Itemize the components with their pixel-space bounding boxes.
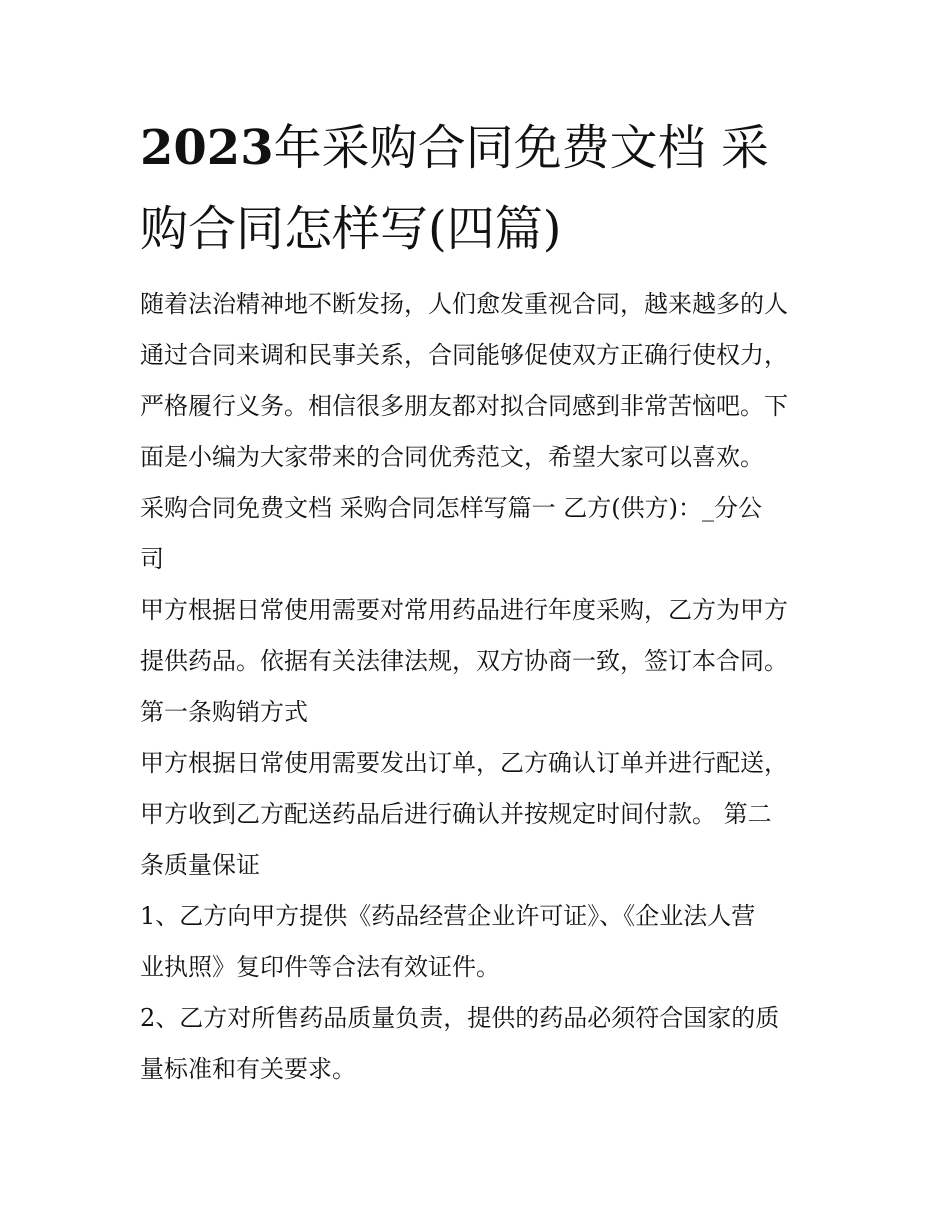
body-line: 1、乙方向甲方提供《药品经营企业许可证》、《企业法人营 [140,902,756,930]
body-line: 司 [140,545,164,573]
body-line: 随着法治精神地不断发扬，人们愈发重视合同，越来越多的人 [140,290,788,318]
title-line-1-text: 年采购合同免费文档 采 [273,120,769,176]
section-heading: 条质量保证 [140,851,260,879]
title-line-2: 购合同怎样写(四篇) [140,201,562,257]
section-heading: 第一条购销方式 [140,698,308,726]
document-body [140,279,830,1095]
title-year: 2023 [140,120,274,176]
body-line: 量标准和有关要求。 [140,1055,356,1083]
document-title [140,108,830,270]
body-line: 通过合同来调和民事关系，合同能够促使双方正确行使权力， [140,341,788,369]
body-line: 2、乙方对所售药品质量负责，提供的药品必须符合国家的质 [140,1004,780,1032]
body-line: 采购合同免费文档 采购合同怎样写篇一 乙方(供方)：_分公 [140,494,762,522]
body-line: 甲方根据日常使用需要发出订单，乙方确认订单并进行配送， [140,749,788,777]
body-line: 提供药品。依据有关法律法规，双方协商一致，签订本合同。 [140,647,788,675]
body-line: 面是小编为大家带来的合同优秀范文，希望大家可以喜欢。 [140,443,764,471]
body-line: 业执照》复印件等合法有效证件。 [140,953,500,981]
title-line-1 [140,108,830,189]
body-line: 甲方收到乙方配送药品后进行确认并按规定时间付款。 第二 [140,800,772,828]
body-line: 严格履行义务。相信很多朋友都对拟合同感到非常苦恼吧。下 [140,392,788,420]
body-line: 甲方根据日常使用需要对常用药品进行年度采购，乙方为甲方 [140,596,788,624]
